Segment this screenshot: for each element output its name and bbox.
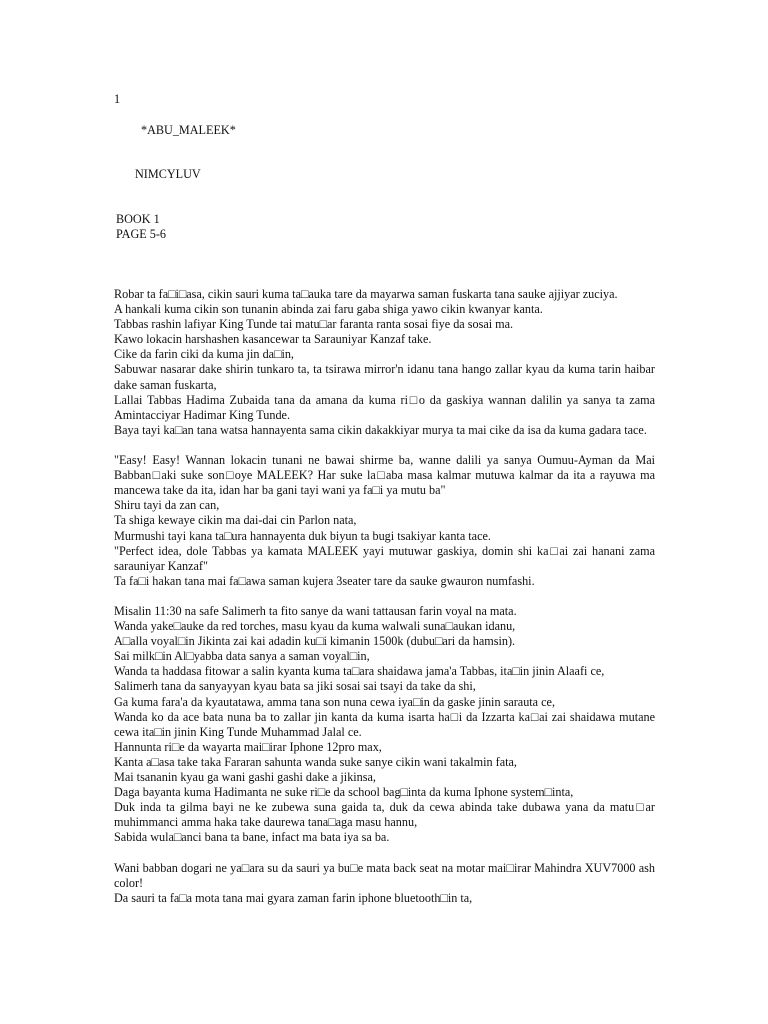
text-line: Duk inda ta gilma bayi ne ke zubewa suna gaida ta, duk da cewa abinda take dubawa yana da matu□ar muhimmanci amma haka take daurewa tana□aga masu hannu, — [114, 800, 655, 830]
text-line: Lallai Tabbas Hadima Zubaida tana da amana da kuma ri□o da gaskiya wannan dalilin ya sanya ta zama Amintacciyar Hadimar King Tunde. — [114, 392, 655, 422]
text-line: Misalin 11:30 na safe Salimerh ta fito sanye da wani tattausan farin voyal na mata. — [114, 603, 517, 618]
page-number: 1 — [114, 92, 121, 106]
text-line: Da sauri ta fa□a mota tana mai gyara zaman farin iphone bluetooth□in ta, — [114, 890, 473, 905]
text-line: Cike da farin ciki da kuma jin da□in, — [114, 347, 294, 362]
text-line: A□alla voyal□in Jikinta zai kai adadin ku□i kimanin 1500k (dubu□ari da hamsin). — [114, 634, 516, 649]
text-line: Wani babban dogari ne ya□ara su da sauri ya bu□e mata back seat na motar mai□irar Mahindra XUV7000 ash color! — [114, 860, 655, 890]
text-line: Ta shiga kewaye cikin ma dai-dai cin Parlon nata, — [114, 513, 357, 528]
paragraph — [114, 287, 655, 438]
text-line: Tabbas rashin lafiyar King Tunde tai matu□ar faranta ranta sosai fiye da sosai ma. — [114, 317, 514, 332]
paragraph — [114, 453, 655, 589]
text-line: Robar ta fa□i□asa, cikin sauri kuma ta□auka tare da mayarwa saman fuskarta tana sauke ajjiyar zuciya. — [114, 287, 618, 301]
text-line: Salimerh tana da sanyayyan kyau bata sa jiki sosai sai tsayi da take da shi, — [114, 679, 476, 694]
text-line: Shiru tayi da zan can, — [114, 498, 220, 513]
text-line: Sai milk□in Al□yabba data sanya a saman voyal□in, — [114, 649, 370, 664]
text-line: Wanda ko da ace bata nuna ba to zallar jin kanta da kuma isarta ha□i da Izzarta ka□ai zai shaidawa mutane cewa ita□in jinin King Tunde Muhammad Jalal ce. — [114, 709, 655, 739]
text-line: Sabuwar nasarar dake shirin tunkaro ta, ta tsirawa mirror'n idanu tana hango zallar kyau da kuma tarin haibar dake saman fuskarta, — [114, 362, 655, 392]
text-line: Sabida wula□anci bana ta bane, infact ma bata iya sa ba. — [114, 830, 390, 845]
page-range-label: PAGE 5-6 — [116, 227, 166, 241]
text-line: Kawo lokacin harshashen kasancewar ta Sarauniyar Kanzaf take. — [114, 332, 432, 347]
paragraph — [114, 604, 655, 846]
text-line: Baya tayi ka□an tana watsa hannayenta sama cikin dakakkiyar murya ta mai cike da isa da kuma gadara tace. — [114, 422, 647, 437]
text-line: Daga bayanta kuma Hadimanta ne suke ri□e da school bag□inta da kuma Iphone system□inta, — [114, 785, 574, 800]
text-line: "Easy! Easy! Wannan lokacin tunani ne bawai shirme ba, wanne dalili ya sanya Oumuu-Ayman da Mai Babban□aki suke son□oye MALEEK? Har suke la□aba masa kalmar mutuwa kalmar da ita a rayuwa ma mancewa take da ita, idan har ba gani tayi wani ya fa□i ya mutu ba" — [114, 453, 655, 498]
text-line: Ga kuma fara'a da kyautatawa, amma tana son nuna cewa iya□in da gaske jinin sarauta ce, — [114, 694, 556, 709]
body-text — [114, 287, 655, 906]
text-line: Hannunta ri□e da wayarta mai□irar Iphone 12pro max, — [114, 739, 382, 754]
author-name: NIMCYLUV — [135, 167, 201, 181]
text-line: Kanta a□asa take taka Fararan sahunta wanda suke sanye cikin wani takalmin fata, — [114, 754, 517, 769]
text-line: A hankali kuma cikin son tunanin abinda zai faru gaba shiga yawo cikin kwanyar kanta. — [114, 302, 543, 317]
text-line: Wanda ta haddasa fitowar a salin kyanta kuma ta□ara shaidawa jama'a Tabbas, ita□in jinin Alaafi ce, — [114, 664, 605, 679]
text-line: "Perfect idea, dole Tabbas ya kamata MALEEK yayi mutuwar gaskiya, domin shi ka□ai zai hanani zama sarauniyar Kanzaf" — [114, 543, 655, 573]
text-line: Ta fa□i hakan tana mai fa□awa saman kujera 3seater tare da sauke gwauron numfashi. — [114, 573, 535, 588]
text-line: Wanda yake□auke da red torches, masu kyau da kuma walwali suna□aukan idanu, — [114, 619, 516, 634]
text-line: Murmushi tayi kana ta□ura hannayenta duk biyun ta bugi tsakiyar kanta tace. — [114, 528, 491, 543]
paragraph — [114, 861, 655, 906]
book-info — [116, 212, 166, 242]
book-label: BOOK 1 — [116, 212, 160, 226]
text-line: Mai tsananin kyau ga wani gashi gashi dake a jikinsa, — [114, 770, 376, 784]
document-title: *ABU_MALEEK* — [141, 123, 236, 137]
